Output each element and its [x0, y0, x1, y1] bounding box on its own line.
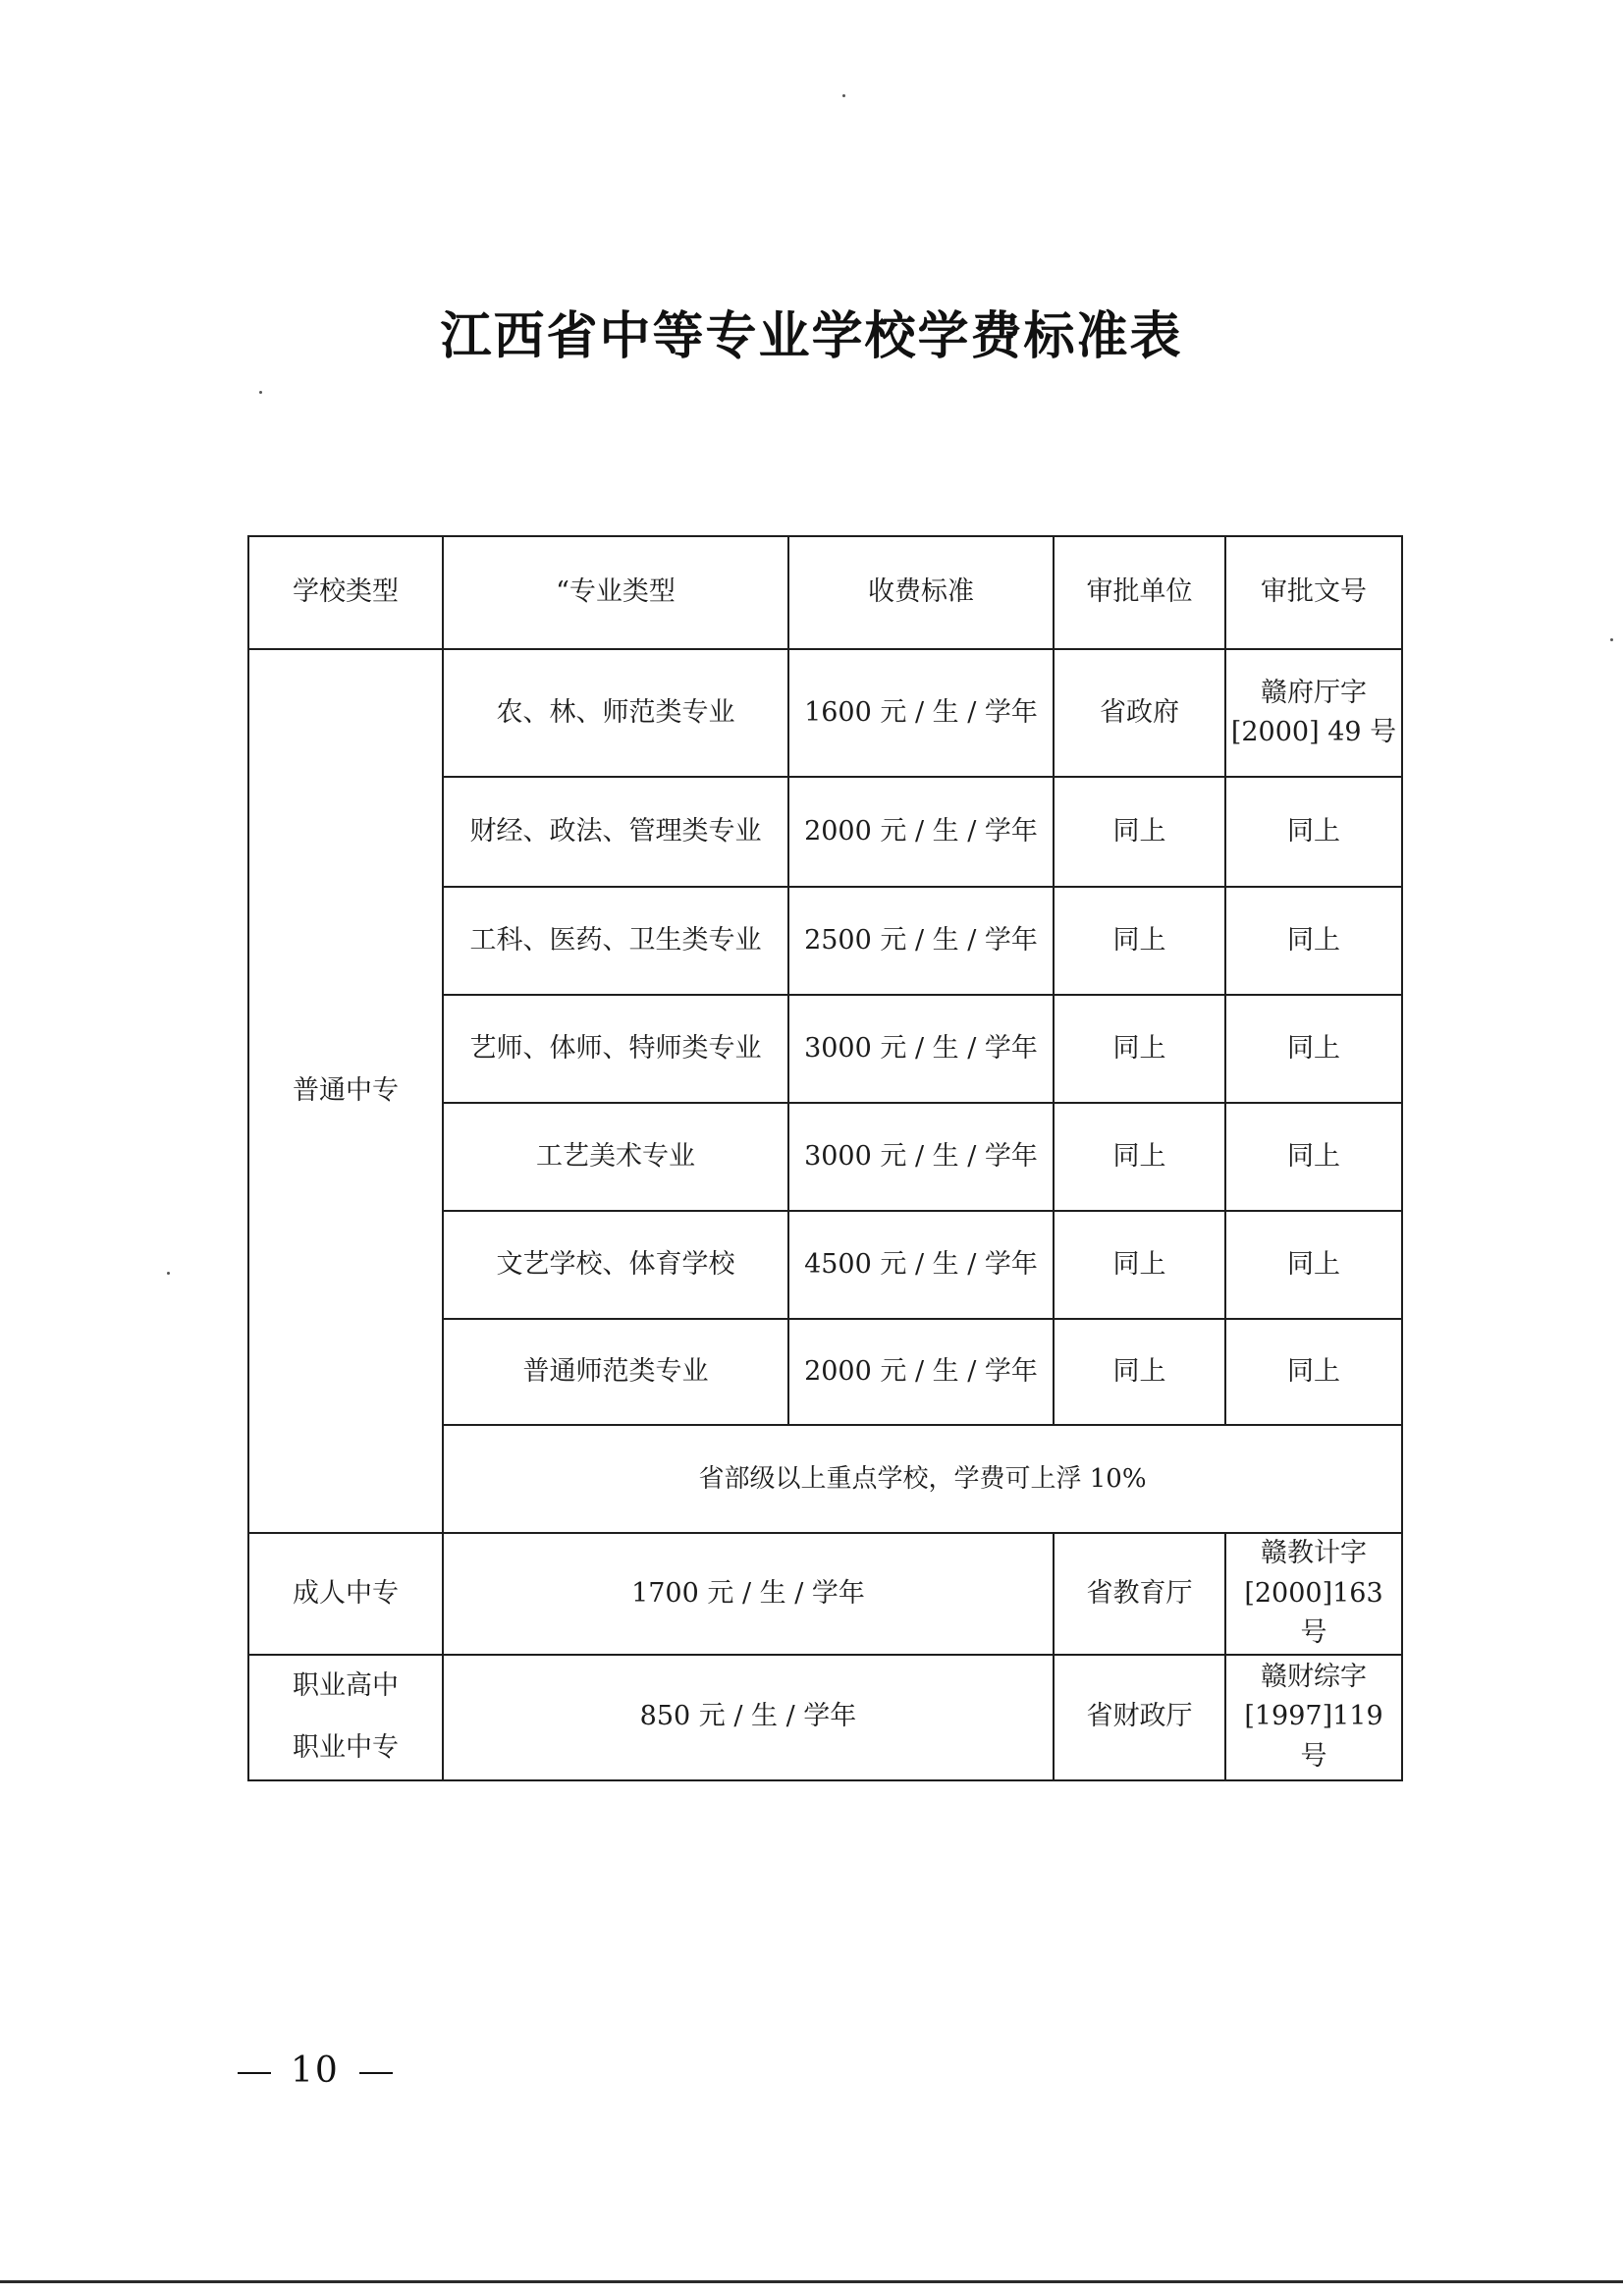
authority-cell: 同上 — [1054, 1103, 1225, 1211]
page-number-text: 10 — [291, 2050, 340, 2091]
major-cell: 艺师、体师、特师类专业 — [443, 995, 788, 1103]
authority-cell: 同上 — [1054, 1211, 1225, 1319]
line-gap — [253, 1707, 438, 1728]
header-school-type: 学校类型 — [248, 536, 443, 649]
doc-cell — [1225, 649, 1402, 777]
major-cell: 普通师范类专业 — [443, 1319, 788, 1425]
table-row — [248, 1655, 1402, 1780]
authority-cell: 同上 — [1054, 777, 1225, 887]
major-cell: 工艺美术专业 — [443, 1103, 788, 1211]
fee-cell: 850 元 / 生 / 学年 — [443, 1655, 1054, 1780]
fee-cell: 3000 元 / 生 / 学年 — [788, 995, 1054, 1103]
fee-cell: 2000 元 / 生 / 学年 — [788, 1319, 1054, 1425]
table-row — [248, 649, 1402, 777]
fee-cell: 1600 元 / 生 / 学年 — [788, 649, 1054, 777]
authority-cell: 省财政厅 — [1054, 1655, 1225, 1780]
school-type-line: 职业中专 — [293, 1731, 399, 1763]
school-type-vocational — [248, 1655, 443, 1780]
header-approval-authority: 审批单位 — [1054, 536, 1225, 649]
doc-cell: 同上 — [1225, 1319, 1402, 1425]
scan-speck — [167, 1272, 170, 1275]
school-type-regular: 普通中专 — [248, 649, 443, 1533]
doc-line: [1997]119 号 — [1244, 1701, 1383, 1772]
scan-bottom-edge — [0, 2280, 1623, 2283]
fee-standard-table — [247, 535, 1403, 1781]
school-type-line: 职业高中 — [293, 1670, 399, 1701]
doc-line: [2000]163 号 — [1244, 1577, 1383, 1648]
header-approval-doc: 审批文号 — [1225, 536, 1402, 649]
doc-cell: 同上 — [1225, 1103, 1402, 1211]
major-cell: 工科、医药、卫生类专业 — [443, 887, 788, 995]
fee-cell: 1700 元 / 生 / 学年 — [443, 1533, 1054, 1655]
scan-speck — [842, 94, 845, 97]
table-row — [248, 1533, 1402, 1655]
authority-cell: 同上 — [1054, 995, 1225, 1103]
major-cell: 农、林、师范类专业 — [443, 649, 788, 777]
doc-line: 赣财综字 — [1261, 1661, 1367, 1692]
doc-cell: 同上 — [1225, 995, 1402, 1103]
doc-cell — [1225, 1655, 1402, 1780]
fee-cell: 3000 元 / 生 / 学年 — [788, 1103, 1054, 1211]
fee-cell: 4500 元 / 生 / 学年 — [788, 1211, 1054, 1319]
major-cell: 文艺学校、体育学校 — [443, 1211, 788, 1319]
header-major-type: “专业类型 — [443, 536, 788, 649]
page-number — [218, 2050, 412, 2091]
fee-cell: 2500 元 / 生 / 学年 — [788, 887, 1054, 995]
authority-cell: 省教育厅 — [1054, 1533, 1225, 1655]
header-row — [248, 536, 1402, 649]
scan-speck — [259, 391, 262, 394]
authority-cell: 省政府 — [1054, 649, 1225, 777]
page-title: 江西省中等专业学校学费标准表 — [440, 306, 1183, 366]
doc-line: 赣府厅字 — [1261, 677, 1367, 708]
doc-cell — [1225, 1533, 1402, 1655]
doc-line: 赣教计字 — [1261, 1538, 1367, 1568]
doc-line: [2000] 49 号 — [1230, 717, 1397, 747]
doc-cell: 同上 — [1225, 777, 1402, 887]
scan-speck — [1610, 638, 1613, 641]
dash-right — [359, 2072, 393, 2074]
header-fee-standard: 收费标准 — [788, 536, 1054, 649]
dash-left — [238, 2072, 271, 2074]
fee-cell: 2000 元 / 生 / 学年 — [788, 777, 1054, 887]
major-cell: 财经、政法、管理类专业 — [443, 777, 788, 887]
key-school-note: 省部级以上重点学校，学费可上浮 10% — [443, 1425, 1402, 1533]
doc-cell: 同上 — [1225, 1211, 1402, 1319]
doc-cell: 同上 — [1225, 887, 1402, 995]
authority-cell: 同上 — [1054, 1319, 1225, 1425]
school-type-adult: 成人中专 — [248, 1533, 443, 1655]
authority-cell: 同上 — [1054, 887, 1225, 995]
